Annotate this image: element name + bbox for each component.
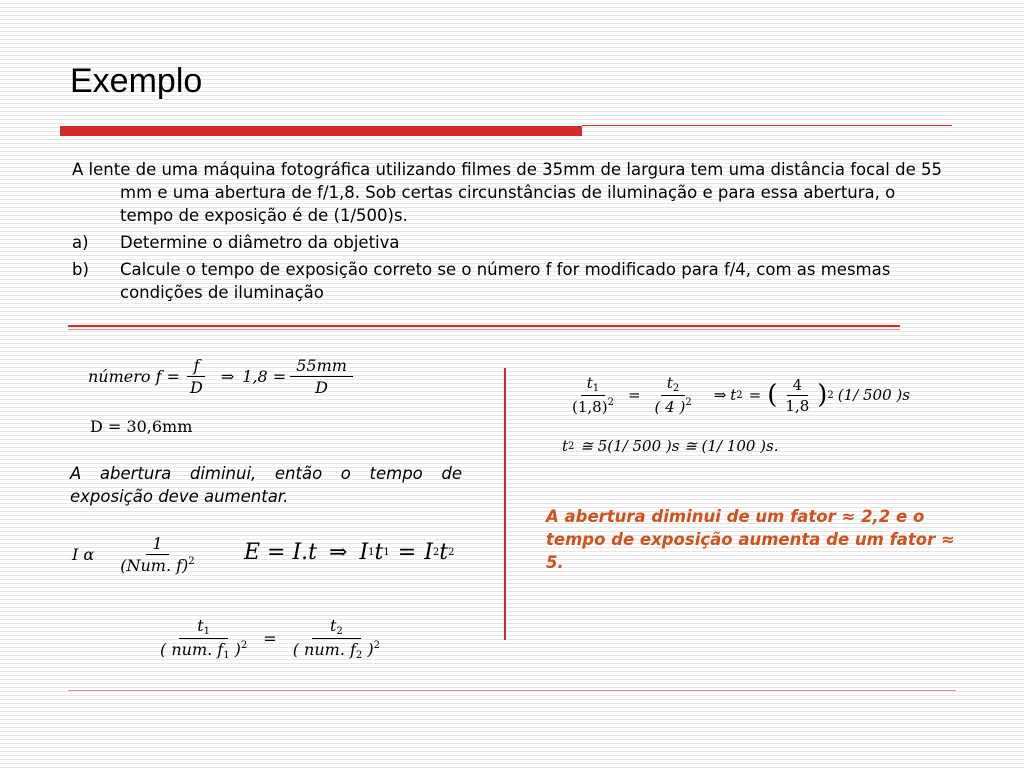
fraction-f-over-d: $\frac{f}{D}$ [184, 356, 209, 397]
implies-symbol: ⇒ [220, 367, 235, 386]
slide-title: Exemplo [70, 62, 203, 100]
left-note: A abertura diminui, então o tempo de exposição deve aumentar. [70, 464, 462, 506]
problem-statement [72, 158, 952, 304]
title-underline-thin [582, 125, 952, 126]
equation-time-ratio: $\frac{t_1}{( num. f_1 )^2}$ = $\frac{t_2}{( num. f_2 )^2}$ [150, 616, 390, 661]
equation-f-number [88, 356, 357, 397]
fraction-t1-over-18: $\frac{t_1}{(1,8)^2}$ [572, 374, 614, 416]
problem-intro: A lente de uma máquina fotográfica utilizando filmes de 35mm de largura tem uma distância focal de 55 mm e uma abertura de f/1,8. Sob certas circunstâncias de iluminação e para essa abertura, o tempo de exposição é de (1/500)s. [72, 160, 942, 225]
equation-proportional: I α $\frac{1}{(Num. f)^2}$ [72, 534, 207, 575]
column-divider [504, 368, 506, 640]
problem-item-a [72, 231, 952, 254]
item-label: b) [72, 260, 89, 279]
title-underline-bar [60, 126, 582, 136]
answer-text: A abertura diminui de um fator ≈ 2,2 e o tempo de exposição aumenta de um fator ≈ 5. [546, 507, 955, 572]
fraction-one-over-f2: $\frac{1}{(Num. f)^2}$ [120, 534, 195, 575]
equation-t2-derivation: $\frac{t_1}{(1,8)^2}$ = $\frac{t_2}{( 4 )^2}$ ⇒ t 2 = ( $\frac{4}{1,8}$ ) 2 (1/ 500 )s [562, 374, 910, 416]
fraction-4-over-18: $\frac{4}{1,8}$ [785, 375, 810, 415]
item-text: Calcule o tempo de exposição correto se o número f for modificado para f/4, com as mesmas condições de iluminação [120, 260, 891, 302]
fraction-t2-over-4: $\frac{t_2}{( 4 )^2}$ [654, 374, 692, 416]
fraction-t2: $\frac{t_2}{( num. f_2 )^2}$ [292, 616, 380, 661]
equation-diameter: D = 30,6mm [90, 417, 193, 436]
eq-lhs: número f = [88, 367, 181, 386]
equation-exposure: E = I.t ⇒ I 1 t 1 = I 2 t 2 [244, 540, 455, 565]
eq-mid: 1,8 = [242, 367, 287, 386]
problem-item-b [72, 258, 952, 304]
fraction-55mm-over-d: $\frac{55mm}{D}$ [290, 356, 353, 397]
equation-t2-result: t 2 ≅ 5(1/ 500 )s ≅ (1/ 100 )s. [562, 437, 779, 455]
item-text: Determine o diâmetro da objetiva [120, 233, 400, 252]
item-label: a) [72, 233, 89, 252]
fraction-t1: $\frac{t_1}{( num. f_1 )^2}$ [160, 616, 248, 661]
section-divider [68, 325, 900, 327]
footer-divider [68, 690, 956, 691]
section-divider-thin [68, 329, 900, 330]
